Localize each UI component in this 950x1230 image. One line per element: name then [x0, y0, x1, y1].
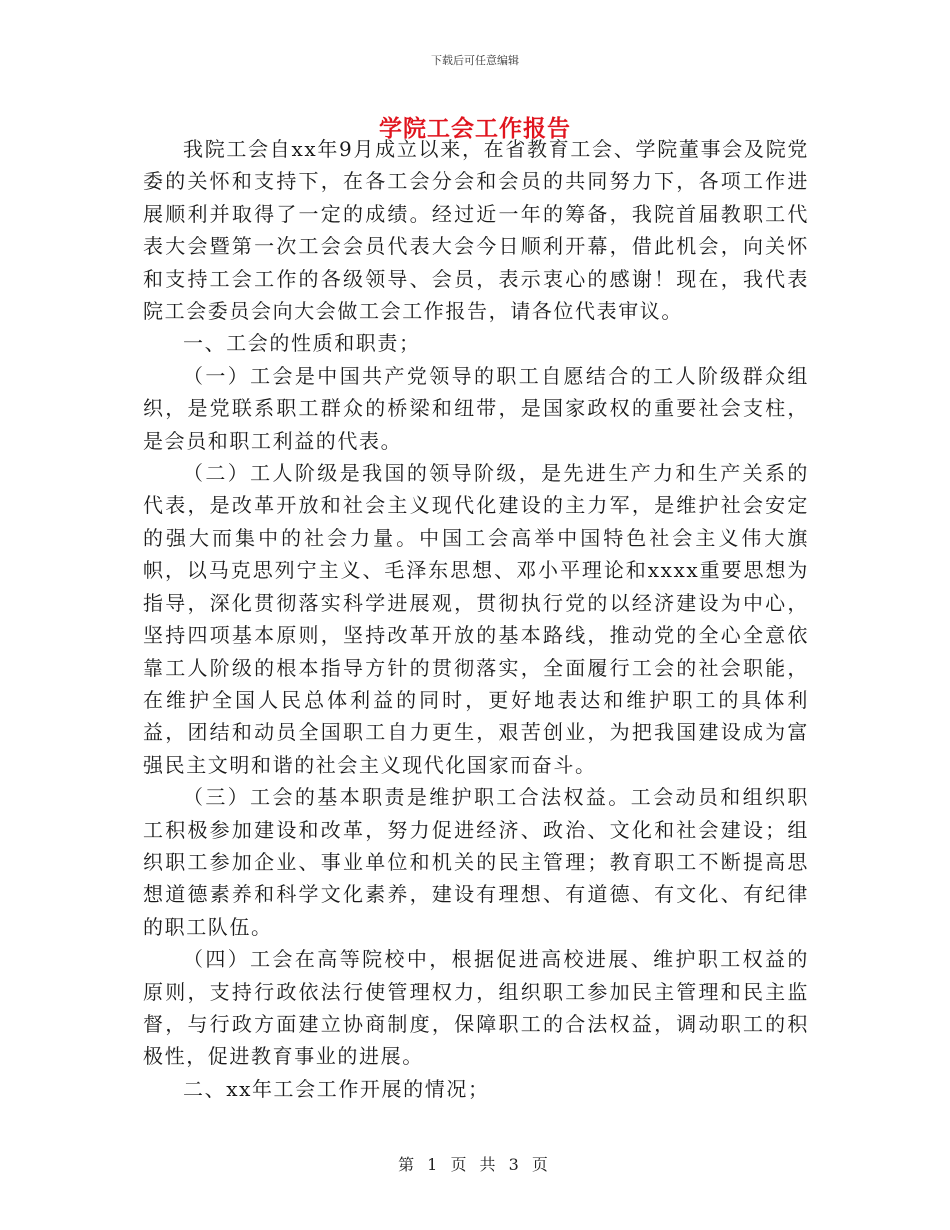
section-heading-2: 二、xx年工会工作开展的情况；: [183, 1076, 490, 1101]
paragraph-item-2: （二）工人阶级是我国的领导阶级，是先进生产力和生产关系的代表，是改革开放和社会主义现代化建设的主力军，是维护社会安定的强大而集中的社会力量。中国工会高举中国特色社会主义伟大旗帜，以马克思列宁主义、毛泽东思想、邓小平理论和xxxx重要思想为指导，深化贯彻落实科学进展观，贯彻执行党的以经济建设为中心，坚持四项基本原则，坚持改革开放的基本路线，推动党的全心全意依靠工人阶级的根本指导方针的贯彻落实，全面履行工会的社会职能，在维护全国人民总体利益的同时，更好地表达和维护职工的具体利益，团结和动员全国职工自力更生，艰苦创业，为把我国建设成为富强民主文明和谐的社会主义现代化国家而奋斗。: [143, 461, 809, 777]
paragraph-item-4: （四）工会在高等院校中，根据促进高校进展、维护职工权益的原则，支持行政依法行使管理权力，组织职工参加民主管理和民主监督，与行政方面建立协商制度，保障职工的合法权益，调动职工的积极性，促进教育事业的进展。: [143, 947, 809, 1069]
section-heading-1: 一、工会的性质和职责；: [183, 331, 421, 356]
paragraph-item-1: （一）工会是中国共产党领导的职工自愿结合的工人阶级群众组织，是党联系职工群众的桥梁和纽带，是国家政权的重要社会支柱，是会员和职工利益的代表。: [143, 363, 809, 453]
paragraph-item-3: （三）工会的基本职责是维护职工合法权益。工会动员和组织职工积极参加建设和改革，努力促进经济、政治、文化和社会建设；组织职工参加企业、事业单位和机关的民主管理；教育职工不断提高思想道德素养和科学文化素养，建设有理想、有道德、有文化、有纪律的职工队伍。: [143, 785, 809, 939]
header-note: 下载后可任意编辑: [431, 54, 519, 67]
paragraph-intro: 我院工会自xx年9月成立以来，在省教育工会、学院董事会及院党委的关怀和支持下，在各工会分会和会员的共同努力下，各项工作进展顺利并取得了一定的成绩。经过近一年的筹备，我院首届教职工代表大会暨第一次工会会员代表大会今日顺利开幕，借此机会，向关怀和支持工会工作的各级领导、会员，表示衷心的感谢！现在，我代表院工会委员会向大会做工会工作报告，请各位代表审议。: [143, 137, 809, 324]
page-number: 第 1 页 共 3 页: [398, 1155, 552, 1174]
document-body: [143, 133, 809, 1105]
document-title: 学院工会工作报告: [379, 116, 571, 142]
